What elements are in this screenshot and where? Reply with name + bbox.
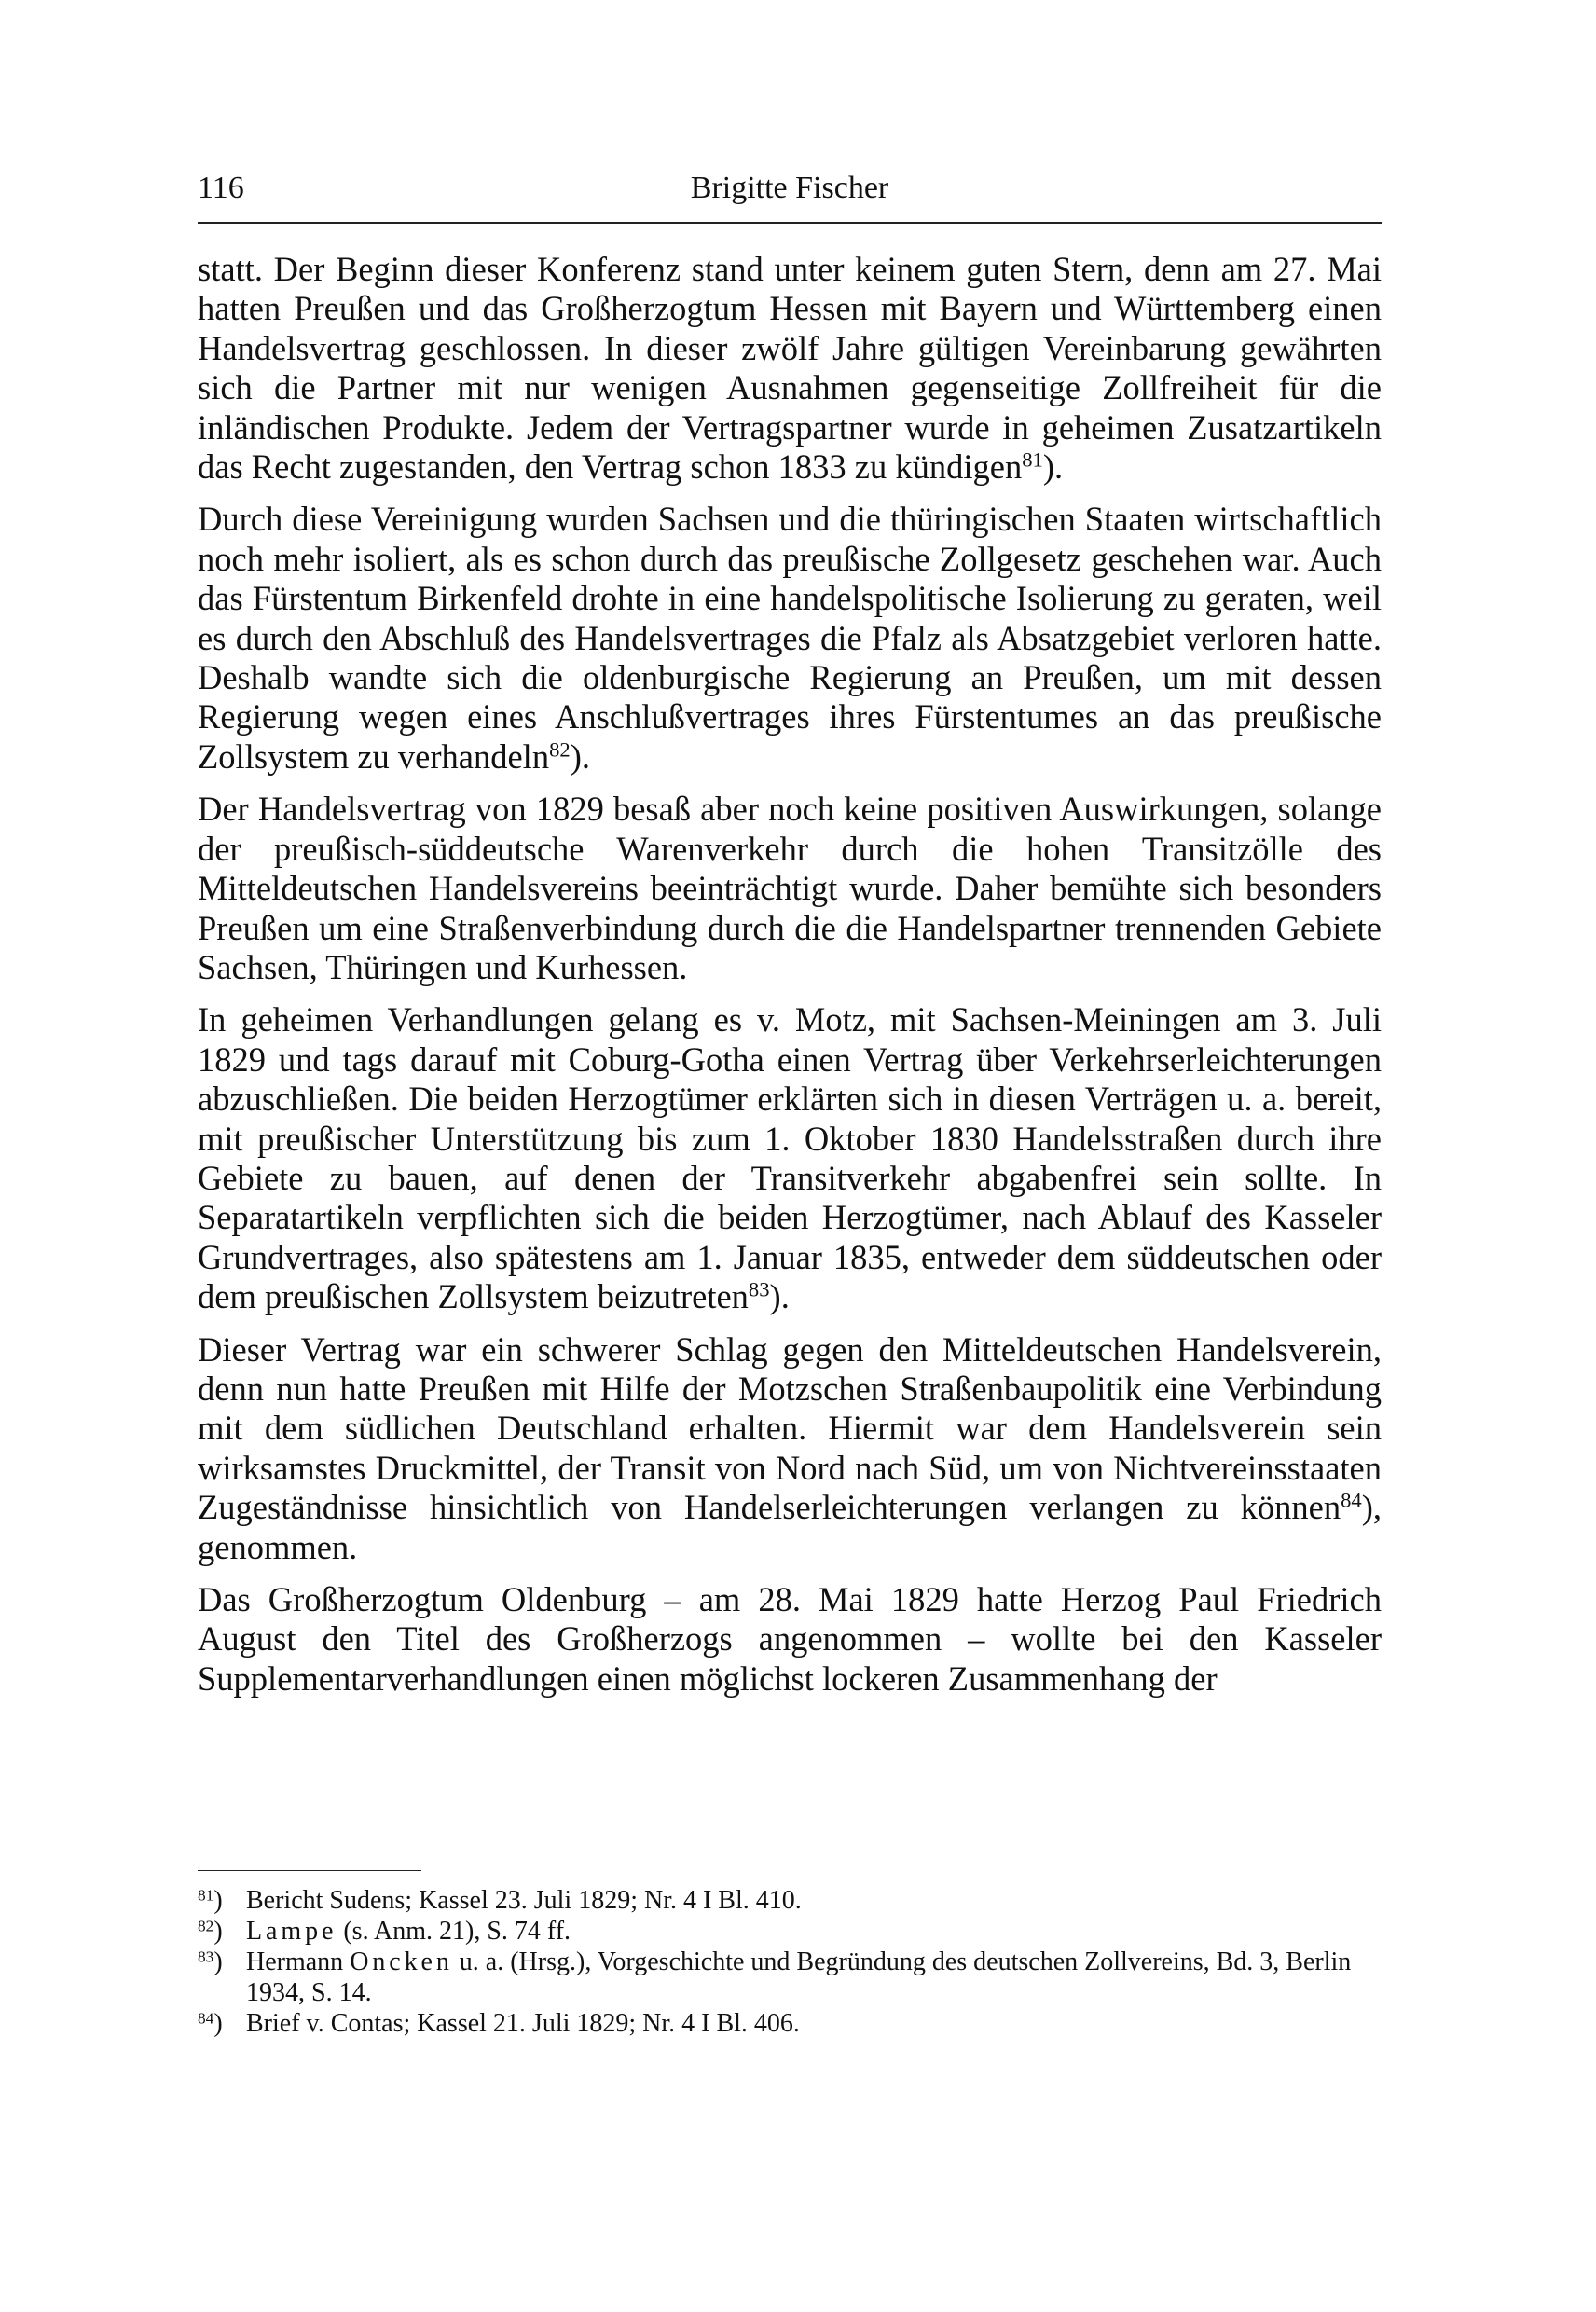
running-title: Brigitte Fischer — [690, 171, 889, 205]
paragraph-text: Das Großherzogtum Oldenburg – am 28. Mai 1829 hatte Herzog Paul Friedrich August den Titel des Großherzogs angenommen – wollte bei den Kasseler Supplementarverhandlungen einen möglichst lockeren Zusammenhang der — [198, 1580, 1382, 1698]
paragraph-3 — [198, 790, 1382, 987]
footnote-reference: 82 — [549, 737, 571, 762]
header-rule — [198, 222, 1382, 224]
paragraph-text: statt. Der Beginn dieser Konferenz stand unter keinem guten Stern, denn am 27. Mai hatten Preußen und das Großherzogtum Hessen mit Bayern und Württemberg einen Handelsvertrag geschlossen. In dieser zwölf Jahre gültigen Vereinbarung gewährten sich die Partner mit nur wenigen Ausnahmen gegenseitige Zollfreiheit für die inländischen Produkte. Jedem der Vertragspartner wurde in geheimen Zusatzartikeln das Recht zugestanden, den Vertrag schon 1833 zu kündigen — [198, 250, 1382, 487]
footnote-reference: 84 — [1341, 1488, 1362, 1512]
footnote-marker: $^{83}$) — [198, 1947, 223, 1976]
footnote-82 — [198, 1916, 1382, 1947]
paragraph-text-tail: ). — [1042, 447, 1064, 487]
footnote-author: Oncken — [350, 1947, 453, 1976]
footnotes — [198, 1885, 1382, 2039]
footnote-reference: 83 — [748, 1277, 770, 1301]
paragraph-1 — [198, 250, 1382, 487]
page-header — [198, 171, 1382, 217]
footnote-84 — [198, 2008, 1382, 2039]
footnote-text: Bericht Sudens; Kassel 23. Juli 1829; Nr. 4 I Bl. 410. — [246, 1886, 802, 1915]
footnote-text: Hermann — [246, 1947, 351, 1976]
body-text — [198, 250, 1382, 1712]
footnote-author: Lampe — [246, 1917, 337, 1946]
footnote-marker: $^{84}$) — [198, 2009, 223, 2038]
paragraph-text: Dieser Vertrag war ein schwerer Schlag gegen den Mitteldeutschen Handelsverein, denn nun hatte Preußen mit Hilfe der Motzschen Straßenbaupolitik eine Verbindung mit dem südlichen Deutschland erhalten. Hiermit war dem Handelsverein sein wirksamstes Druckmittel, der Transit von Nord nach Süd, um von Nichtvereinsstaaten Zugeständnisse hinsichtlich von Handelserleichterungen verlangen zu können — [198, 1329, 1382, 1527]
paragraph-text: Durch diese Vereinigung wurden Sachsen und die thüringischen Staaten wirtschaftlich noch mehr isoliert, als es schon durch das preußische Zollgesetz geschehen war. Auch das Fürstentum Birkenfeld drohte in eine handelspolitische Isolierung zu geraten, weil es durch den Abschluß des Handelsvertrages die Pfalz als Absatzgebiet verloren hatte. Deshalb wandte sich die oldenburgische Regierung an Preußen, um mit dessen Regierung wegen eines Anschlußvertrages ihres Fürstentumes an das preußische Zollsystem zu verhandeln — [198, 500, 1382, 776]
footnote-marker: $^{82}$) — [198, 1917, 223, 1946]
page-number: 116 — [198, 171, 244, 205]
paragraph-text: Der Handelsvertrag von 1829 besaß aber noch keine positiven Auswirkungen, solange der preußisch-süddeutsche Warenverkehr durch die hohen Transitzölle des Mitteldeutschen Handelsvereins beeinträchtigt wurde. Daher bemühte sich besonders Preußen um eine Straßenverbindung durch die die Handelspartner trennenden Gebiete Sachsen, Thüringen und Kurhessen. — [198, 790, 1382, 986]
footnote-reference: 81 — [1022, 447, 1043, 472]
paragraph-text: In geheimen Verhandlungen gelang es v. Motz, mit Sachsen-Meiningen am 3. Juli 1829 und tags darauf mit Coburg-Gotha einen Vertrag über Verkehrserleichterungen abzuschließen. Die beiden Herzogtümer erklärten sich in diesen Verträgen u. a. bereit, mit preußischer Unterstützung bis zum 1. Oktober 1830 Handelsstraßen durch ihre Gebiete zu bauen, auf denen der Transitverkehr abgabenfrei sein sollte. In Separatartikeln verpflichten sich die beiden Herzogtümer, nach Ablauf des Kasseler Grundvertrages, also spätestens am 1. Januar 1835, entweder dem süddeutschen oder dem preußischen Zollsystem beizutreten — [198, 1000, 1382, 1316]
paragraph-4 — [198, 1000, 1382, 1316]
footnote-marker: $^{81}$) — [198, 1886, 223, 1915]
footnote-81 — [198, 1885, 1382, 1916]
paragraph-6 — [198, 1580, 1382, 1699]
footnote-text: Brief v. Contas; Kassel 21. Juli 1829; Nr. 4 I Bl. 406. — [246, 2009, 800, 2038]
paragraph-5 — [198, 1330, 1382, 1567]
footnote-83 — [198, 1947, 1382, 2008]
paragraph-text-tail: ). — [570, 736, 590, 776]
footnote-text: (s. Anm. 21), S. 74 ff. — [337, 1917, 571, 1946]
paragraph-text-tail: ). — [769, 1277, 790, 1316]
paragraph-text-tail: ), genommen. — [198, 1488, 1382, 1566]
footnote-text-tail: u. a. (Hrsg.), Vorgeschichte und Begründung des deutschen Zollvereins, Bd. 3, Berlin 1934, S. 14. — [246, 1947, 1352, 2007]
paragraph-2 — [198, 500, 1382, 777]
footnote-rule — [198, 1870, 421, 1871]
